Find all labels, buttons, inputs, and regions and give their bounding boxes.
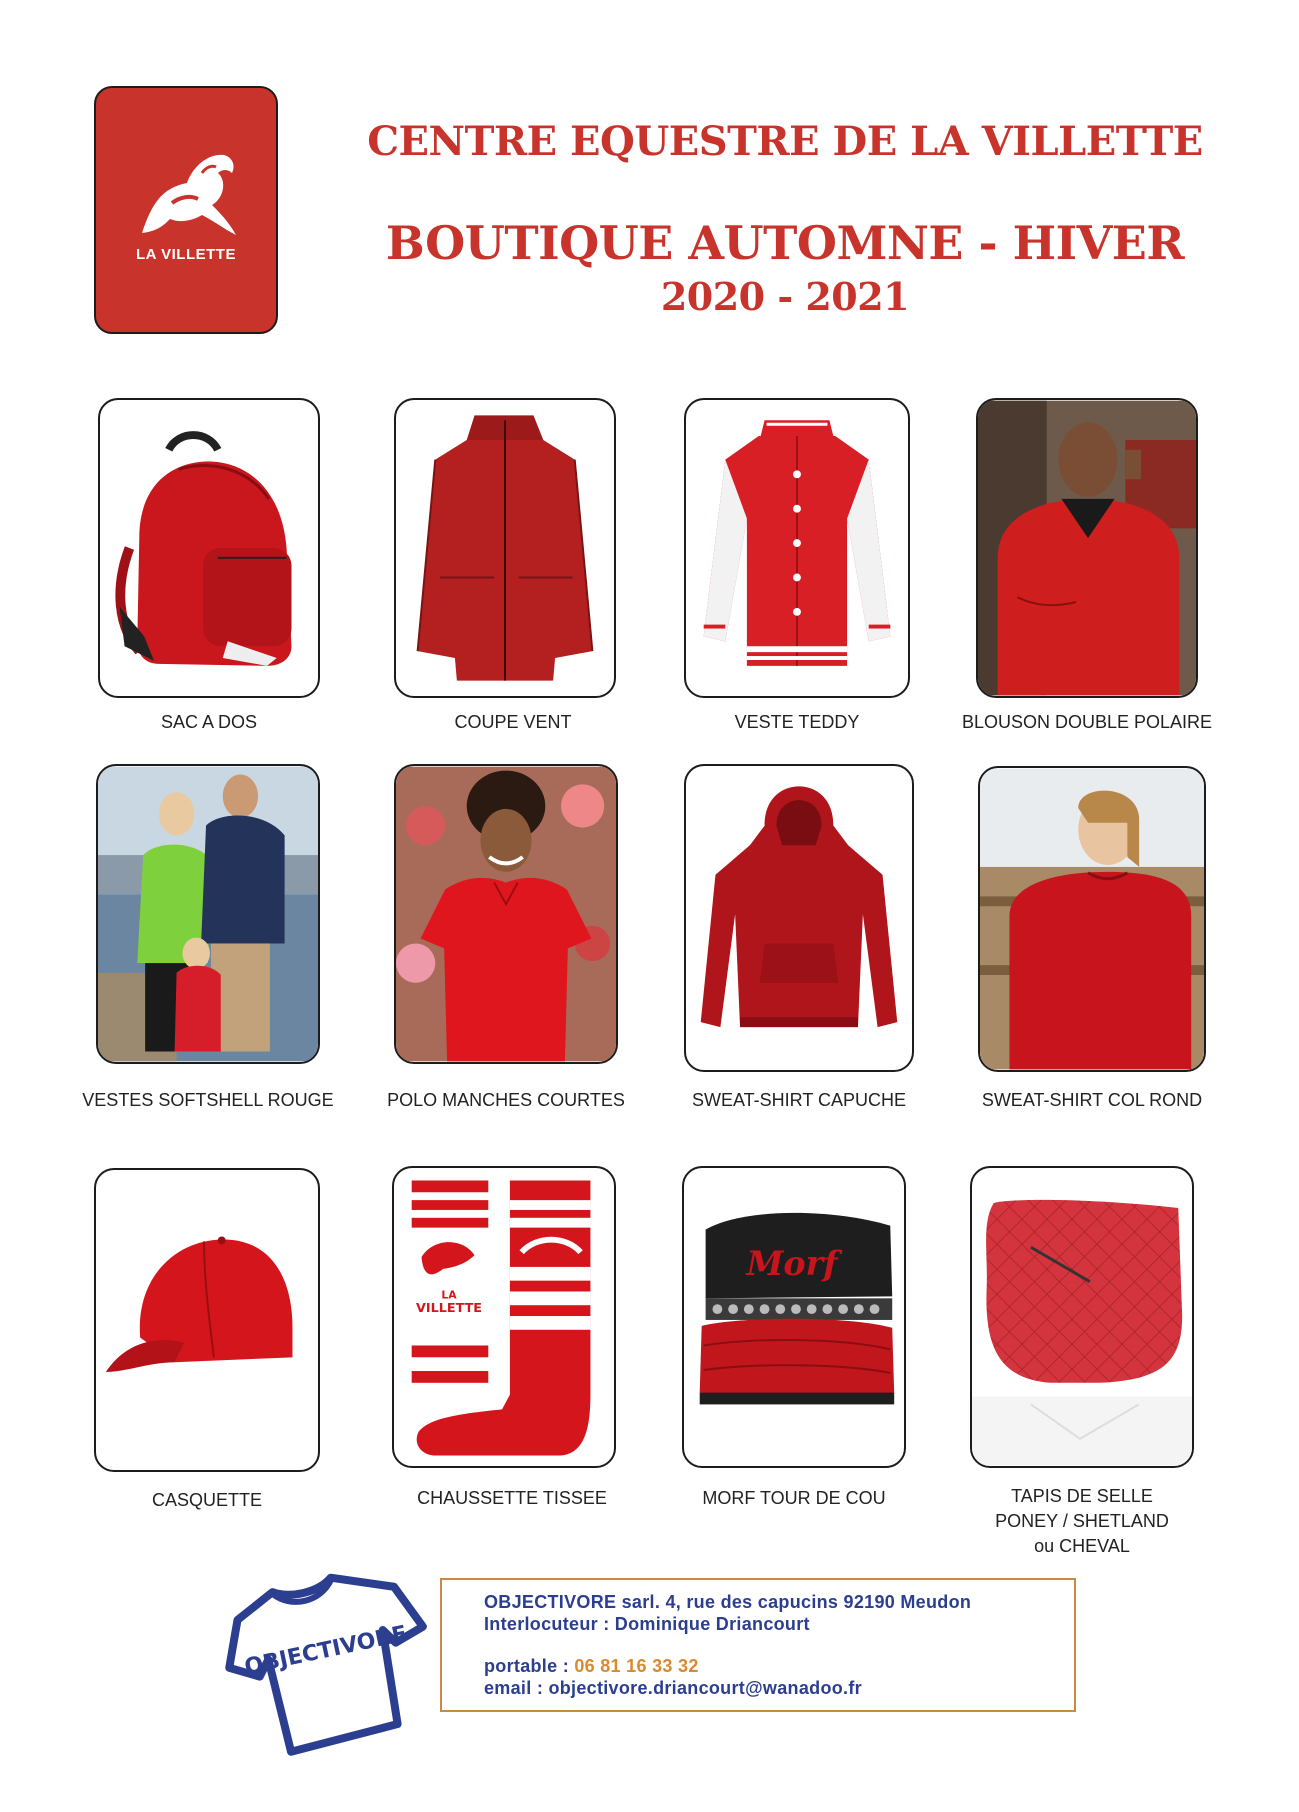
product-label: SAC A DOS	[160, 712, 258, 732]
product-image-sock	[392, 1166, 616, 1468]
email-address[interactable]: objectivore.driancourt@wanadoo.fr	[548, 1678, 862, 1698]
product-label-saddle-pad	[960, 1484, 1204, 1559]
product-image-hoodie	[684, 764, 914, 1072]
email-label: email :	[484, 1678, 544, 1698]
phone-row	[484, 1656, 699, 1677]
product-image-polo	[394, 764, 618, 1064]
sock-logo-line2: VILLETTE	[416, 1301, 482, 1317]
product-image-teddy-jacket	[684, 398, 910, 698]
product-label: COUPE VENT	[454, 712, 572, 732]
label-line: PONEY / SHETLAND	[995, 1511, 1169, 1531]
product-label: VESTES SOFTSHELL ROUGE	[82, 1090, 334, 1110]
product-image-fleece-jacket	[976, 398, 1198, 698]
product-image-saddle-pad	[970, 1166, 1194, 1468]
product-label: POLO MANCHES COURTES	[387, 1090, 625, 1110]
product-label: CASQUETTE	[151, 1490, 262, 1510]
page-subtitle: BOUTIQUE AUTOMNE - HIVER	[385, 216, 1185, 270]
season-years: 2020 - 2021	[660, 274, 910, 319]
product-label: SWEAT-SHIRT COL ROND	[981, 1090, 1203, 1110]
product-image-softshell-family	[96, 764, 320, 1064]
club-logo	[94, 86, 278, 334]
product-image-backpack	[98, 398, 320, 698]
tshirt-logo-icon	[218, 1560, 458, 1760]
product-label: BLOUSON DOUBLE POLAIRE	[961, 712, 1213, 732]
email-row	[484, 1678, 862, 1699]
product-label: CHAUSSETTE TISSEE	[417, 1488, 607, 1508]
product-image-morf-neck	[682, 1166, 906, 1468]
tshirt-text: OBJECTIVORE	[242, 1621, 410, 1681]
product-image-windbreaker	[394, 398, 616, 698]
product-label: MORF TOUR DE COU	[702, 1488, 886, 1508]
label-line: ou CHEVAL	[1034, 1536, 1130, 1556]
company-address: OBJECTIVORE sarl. 4, rue des capucins 92190 Meudon	[484, 1592, 972, 1612]
phone-label: portable :	[484, 1656, 570, 1676]
product-image-cap	[94, 1168, 320, 1472]
morf-brand: Morf	[746, 1243, 838, 1283]
horse-logo-icon	[132, 143, 244, 243]
page-title: CENTRE EQUESTRE DE LA VILLETTE	[367, 118, 1203, 165]
contact-person: Interlocuteur : Dominique Driancourt	[484, 1614, 810, 1634]
product-label: VESTE TEDDY	[734, 712, 860, 732]
label-line: TAPIS DE SELLE	[1011, 1486, 1153, 1506]
phone-number[interactable]: 06 81 16 33 32	[574, 1656, 699, 1676]
logo-text: LA VILLETTE	[136, 246, 236, 263]
product-image-crewneck	[978, 766, 1206, 1072]
product-label: SWEAT-SHIRT CAPUCHE	[691, 1090, 907, 1110]
sock-logo-line1: LA	[441, 1288, 457, 1302]
